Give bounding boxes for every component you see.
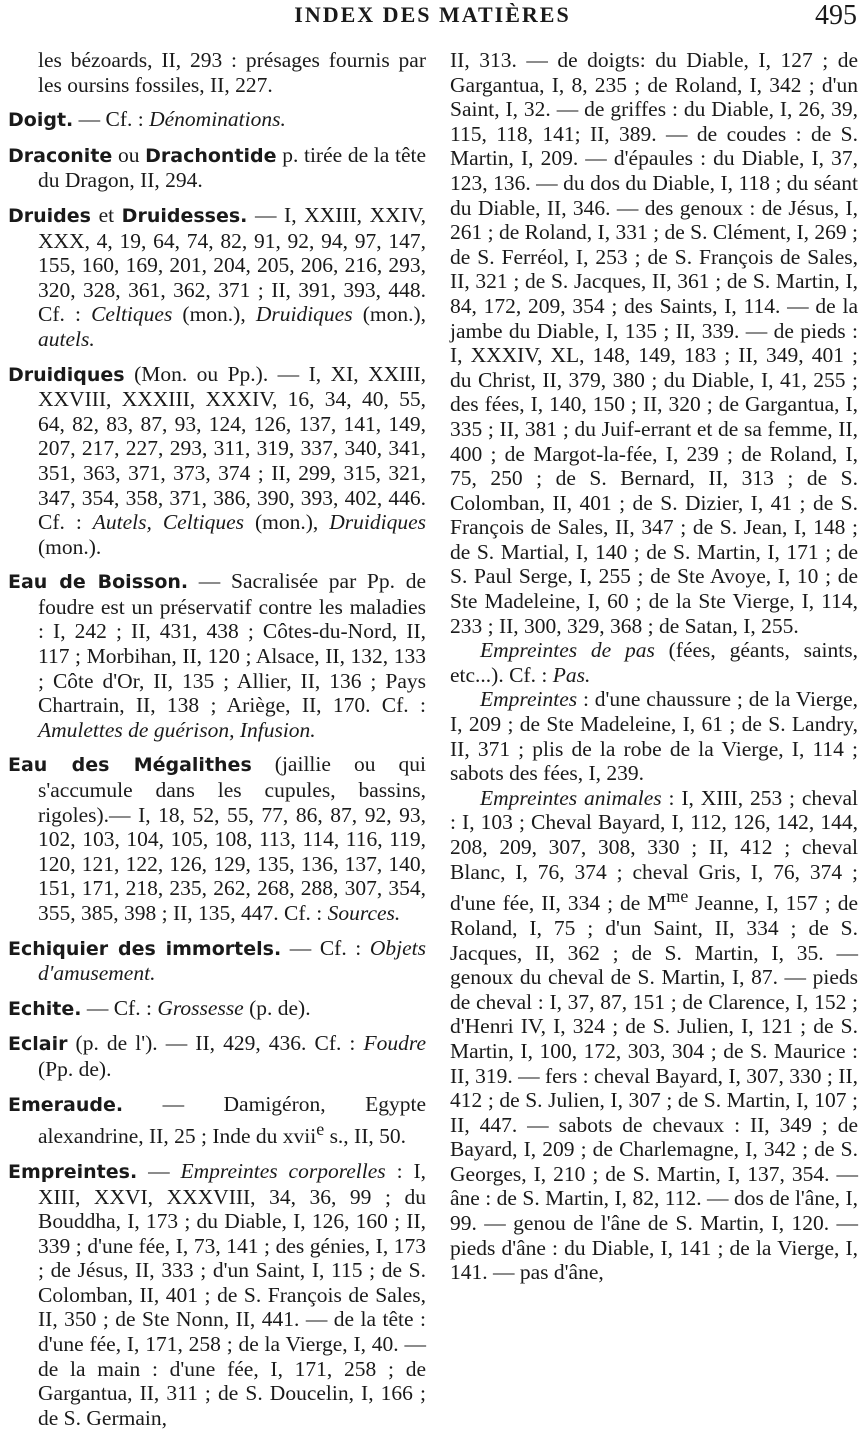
entry-crossref: Grossesse: [157, 995, 244, 1020]
entry-text: (mon.),: [244, 510, 330, 535]
entry-headword: Draconite: [8, 144, 113, 167]
index-subentry-pas: [450, 638, 858, 687]
entry-text: — Sacralisée par Pp. de foudre est un préservatif contre les maladies : I, 242 ; II, 431, 438 ; Côtes-du-Nord, II, 117 ; Morbihan, II, 120 ; Alsace, II, 132, 133 ; Côte d'Or, II, 135 ; Allier, II, 136 ; Pays Chartrain, II, 138 ; Ariège, II, 170. Cf. :: [38, 569, 426, 718]
entry-crossref: Autels, Celtiques: [92, 510, 245, 535]
entry-text: —: [137, 1158, 181, 1183]
page-header-title: INDEX DES MATIÈRES: [294, 2, 571, 27]
entry-crossref: Amulettes de guérison, Infusion.: [38, 717, 316, 742]
entry-text: (fées, géants, saints, etc...). Cf. :: [450, 638, 858, 687]
entry-crossref: Dénominations.: [149, 107, 286, 132]
index-entry-empreintes: [8, 1159, 426, 1430]
index-entry-eau-des-megalithes: [8, 752, 426, 925]
entry-text: — I, XXIII, XXIV, XXX, 4, 19, 64, 74, 82, 91, 92, 94, 97, 147, 155, 160, 169, 201, 204, 205, 206, 216, 293, 320, 328, 361, 362, 371 ; II, 391, 393, 448. Cf. :: [38, 202, 426, 327]
right-column: [450, 48, 858, 1285]
entry-crossref: Objets d'amusement.: [38, 935, 426, 986]
entry-subhead: Empreintes: [480, 687, 578, 712]
index-entry-continuation: [450, 48, 858, 638]
entry-subhead: Empreintes animales: [480, 785, 662, 810]
entry-text: s., II, 50.: [324, 1124, 406, 1149]
entry-text: : I, XIII, 253 ; cheval : I, 103 ; Cheval Bayard, I, 112, 126, 142, 144, 208, 209, 307, 308, 330 ; II, 412 ; cheval Blanc, I, 76, 374 ; cheval Gris, I, 76, 374 ; d'une fée, II, 334 ; de M: [450, 785, 858, 916]
entry-text: II, 313. — de doigts: du Diable, I, 127 ; de Gargantua, I, 8, 235 ; de Roland, I, 342 ; d'un Saint, I, 32. — de griffes : du Diable, I, 26, 39, 115, 118, 141; II, 389. — de coudes : de S. Martin, I, 209. — d'épaules : du Diable, I, 37, 123, 136. — du dos du Diable, I, 118 ; du séant du Diable, II, 346. — des genoux : de Jésus, I, 261 ; de Roland, I, 331 ; de S. Clément, I, 269 ; de S. Ferréol, I, 253 ; de S. François de Sales, II, 321 ; de S. Jacques, II, 361 ; de S. Martin, I, 84, 172, 209, 354 ; des Saints, I, 114. — de la jambe du Diable, I, 135 ; II, 339. — de pieds : I, XXXIV, XL, 148, 149, 183 ; II, 349, 401 ; du Christ, II, 379, 380 ; du Diable, I, 41, 255 ; des fées, I, 140, 150 ; II, 320 ; de Gargantua, I, 335 ; II, 381 ; du Juif-errant et de sa femme, II, 400 ; de Margot-la-fée, I, 239 ; de Roland, I, 75, 250 ; de S. Bernard, II, 313 ; de S. Colomban, II, 401 ; de S. Dizier, I, 41 ; de S. François de Sales, II, 347 ; de S. Jean, I, 148 ; de S. Martial, I, 140 ; de S. Martin, I, 171 ; de S. Paul Serge, I, 255 ; de Ste Avoye, I, 10 ; de Ste Madeleine, I, 60 ; de la Ste Vierge, I, 114, 233 ; II, 300, 329, 368 ; de Satan, I, 255.: [450, 48, 858, 638]
index-entry-eau-de-boisson: [8, 569, 426, 742]
entry-crossref: Druidiques: [255, 302, 353, 327]
entry-text: (p. de l'). — II, 429, 436. Cf. :: [67, 1031, 364, 1056]
index-entry-echite: [8, 996, 426, 1022]
entry-headword: Drachontide: [145, 144, 277, 167]
entry-crossref: autels.: [38, 326, 95, 351]
entry-text: : I, XIII, XXVI, XXXVIII, 34, 36, 99 ; du Bouddha, I, 173 ; du Diable, I, 126, 160 ; II, 339 ; d'une fée, I, 73, 141 ; des génies, I, 173 ; de Jésus, II, 333 ; d'un Saint, I, 115 ; de S. Colomban, II, 401 ; de S. François de Sales, II, 350 ; de Ste Nonn, II, 441. — de la tête : d'une fée, I, 171, 258 ; de la Vierge, I, 40. — de la main : d'une fée, I, 171, 258 ; de Gargantua, II, 311 ; de S. Doucelin, I, 166 ; de S. Germain,: [38, 1158, 426, 1430]
entry-crossref: Druidiques: [329, 510, 426, 535]
entry-headword: Druidesses.: [121, 204, 248, 227]
page-number: 495: [815, 0, 857, 31]
entry-text: Jeanne, I, 157 ; de Roland, I, 75 ; d'un Saint, II, 334 ; de S. Jacques, II, 362 ; de S. Martin, I, 35. — genoux du cheval de S. Martin, I, 87. — pieds de cheval : I, 37, 87, 151 ; de Clarence, I, 152 ; d'Henri IV, I, 324 ; de S. Julien, I, 121 ; de S. Martin, I, 100, 172, 303, 304 ; de S. Maurice : II, 319. — fers : cheval Bayard, I, 307, 330 ; II, 412 ; de S. Julien, I, 307 ; de S. Martin, I, 107 ; II, 447. — sabots de chevaux : II, 349 ; de Bayard, I, 209 ; de Charlemagne, I, 342 ; de S. Georges, I, 210 ; de S. Martin, I, 137, 354. — âne : de S. Martin, I, 82, 112. — dos de l'âne, I, 99. — genou de l'âne de S. Martin, I, 120. — pieds d'âne : du Diable, I, 141 ; de la Vierge, I, 141. — pas d'âne,: [450, 891, 859, 1285]
entry-text: : d'une chaussure ; de la Vierge, I, 209 ; de Ste Madeleine, I, 61 ; de S. Landry, II, 371 ; plis de la robe de la Vierge, I, 114 ; sabots des fées, I, 239.: [450, 687, 858, 786]
entry-superscript: me: [666, 886, 689, 907]
entry-crossref: Sources.: [327, 901, 401, 925]
entry-text: les bézoards, II, 293 : présages fournis par les oursins fossiles, II, 227.: [38, 48, 426, 97]
entry-text: (mon.),: [352, 302, 427, 327]
entry-crossref: Foudre: [363, 1031, 426, 1056]
index-subentry-chaussure: [450, 687, 858, 785]
index-entry-continuation: [8, 48, 426, 97]
entry-text: (Mon. ou Pp.). — I, XI, XXIII, XXVIII, XXXIII, XXXIV, 16, 34, 40, 55, 64, 82, 83, 87, 93, 124, 126, 137, 141, 149, 207, 217, 227, 293, 311, 319, 337, 340, 341, 351, 363, 371, 373, 374 ; II, 299, 315, 321, 347, 354, 358, 371, 386, 390, 393, 402, 446. Cf. :: [38, 361, 426, 535]
entry-subhead: Empreintes corporelles: [180, 1158, 386, 1183]
entry-text: — Cf. :: [81, 995, 158, 1020]
index-entry-draconite: [8, 143, 426, 193]
entry-text: ou: [112, 142, 146, 167]
index-entry-doigt: [8, 107, 426, 133]
entry-superscript: e: [316, 1119, 325, 1140]
entry-text: (mon.),: [172, 302, 256, 327]
entry-headword: Druidiques: [8, 363, 125, 386]
entry-text: et: [90, 202, 122, 227]
running-header: [0, 0, 865, 34]
index-subentry-animales: [450, 786, 858, 1285]
index-entry-druidiques: [8, 362, 426, 560]
entry-headword: Eau de Boisson.: [8, 571, 189, 594]
entry-headword: Empreintes.: [8, 1160, 138, 1183]
entry-text: — Cf. :: [281, 935, 370, 960]
entry-text: — Cf. :: [73, 107, 150, 132]
entry-headword: Doigt.: [8, 109, 74, 132]
entry-headword: Echiquier des immortels.: [8, 937, 282, 960]
entry-headword: Druides: [8, 204, 91, 227]
entry-headword: Echite.: [8, 997, 82, 1020]
index-entry-druides: [8, 203, 426, 352]
entry-crossref: Pas.: [552, 662, 591, 687]
index-entry-echiquier: [8, 936, 426, 986]
entry-subhead: Empreintes de pas: [480, 638, 655, 663]
index-entry-eclair: [8, 1031, 426, 1081]
left-column: [8, 48, 426, 1430]
entry-headword: Emeraude.: [8, 1093, 124, 1116]
index-entry-emeraude: [8, 1092, 426, 1149]
entry-crossref: Celtiques: [91, 302, 173, 327]
entry-headword: Eclair: [8, 1033, 68, 1056]
entry-headword: Eau des Mégalithes: [8, 754, 252, 777]
entry-text: — Damigéron, Egypte alexandrine, II, 25 ; Inde du xvii: [38, 1091, 426, 1149]
entry-text: (mon.).: [38, 534, 102, 559]
entry-text: p. tirée de la tête du Dragon, II, 294.: [38, 142, 426, 193]
entry-text: (Pp. de).: [38, 1056, 112, 1081]
entry-text: (p. de).: [243, 995, 311, 1020]
entry-text: (jaillie ou qui s'accumule dans les cupules, bassins, rigoles).— I, 18, 52, 55, 77, 86, 87, 92, 93, 102, 103, 104, 105, 108, 113, 114, 116, 119, 120, 121, 122, 126, 129, 135, 136, 137, 140, 151, 171, 218, 235, 262, 268, 288, 307, 354, 355, 385, 398 ; II, 135, 447. Cf. :: [38, 752, 426, 925]
